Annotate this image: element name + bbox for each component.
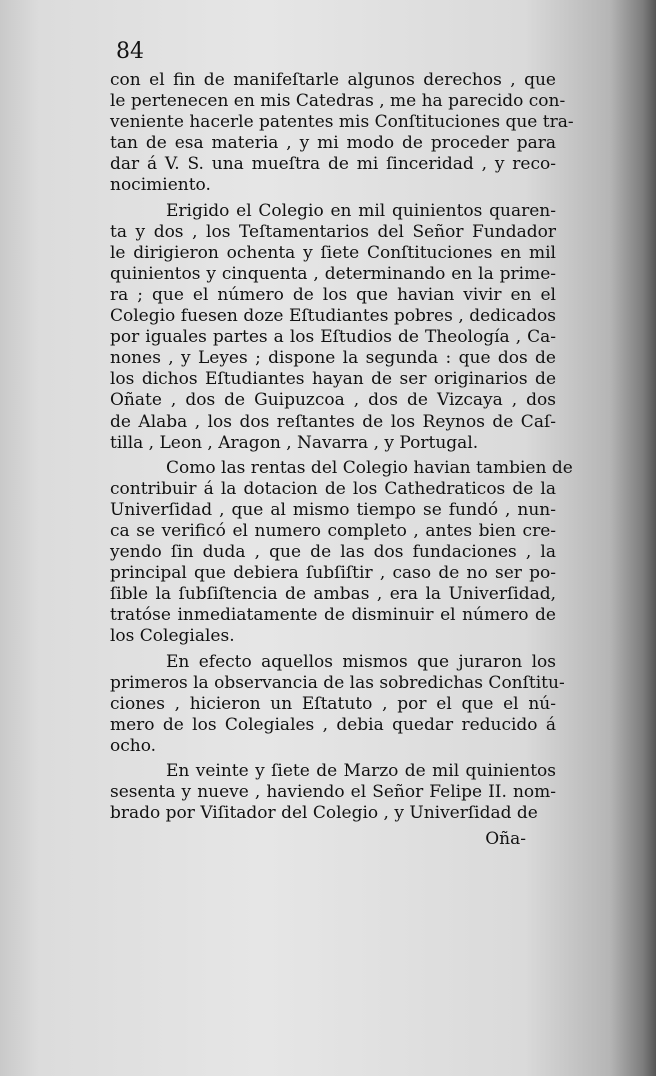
text-line: los Colegiales. bbox=[110, 626, 235, 647]
text-line: tan de esa materia , y mi modo de proceder para bbox=[110, 133, 556, 154]
text-line: ſible la ſubſiſtencia de ambas , era la Univerſidad, bbox=[110, 584, 556, 605]
catchword: Oña- bbox=[485, 829, 526, 850]
text-block bbox=[110, 39, 574, 850]
text-line: quinientos y cinquenta , determinando en la prime- bbox=[110, 263, 556, 284]
text-line: Como las rentas del Colegio havian tambien de bbox=[166, 457, 573, 478]
text-line: Colegio fuesen doze Eſtudiantes pobres , dedicados bbox=[110, 306, 556, 327]
paragraphs-container bbox=[110, 70, 574, 824]
text-line: dar á V. S. una mueſtra de mi ſinceridad , y reco- bbox=[110, 154, 556, 175]
text-line: nocimiento. bbox=[110, 175, 211, 196]
paragraph bbox=[110, 761, 556, 824]
text-line: ocho. bbox=[110, 735, 157, 756]
text-line: nones , y Leyes ; dispone la segunda : que dos de bbox=[110, 348, 556, 369]
text-line: ca se verificó el numero completo , antes bien cre- bbox=[110, 520, 556, 541]
text-line: los dichos Eſtudiantes hayan de ser originarios de bbox=[110, 369, 556, 390]
page-number: 84 bbox=[116, 39, 144, 64]
text-line: En efecto aquellos mismos que juraron los bbox=[166, 651, 556, 672]
text-line: le dirigieron ochenta y ſiete Conſtituciones en mil bbox=[110, 242, 556, 263]
text-line: contribuir á la dotacion de los Cathedraticos de la bbox=[110, 478, 556, 499]
text-line: brado por Viſitador del Colegio , y Univerſidad de bbox=[110, 803, 538, 824]
text-line: En veinte y ſiete de Marzo de mil quinientos bbox=[166, 761, 556, 781]
text-line: veniente hacerle patentes mis Conſtituciones que tra- bbox=[110, 112, 574, 133]
text-line: Oñate , dos de Guipuzcoa , dos de Vizcaya , dos bbox=[110, 390, 556, 411]
text-line: tratóse inmediatamente de disminuir el número de bbox=[110, 605, 556, 626]
text-line: ciones , hicieron un Eſtatuto , por el que el nú- bbox=[110, 693, 556, 714]
paragraph bbox=[110, 201, 556, 454]
text-line: Univerſidad , que al mismo tiempo se fundó , nun- bbox=[110, 499, 556, 520]
text-line: yendo ſin duda , que de las dos fundaciones , la bbox=[110, 542, 556, 563]
text-line: le pertenecen en mis Catedras , me ha parecido con- bbox=[110, 91, 566, 112]
paragraph bbox=[110, 70, 574, 197]
text-line: sesenta y nueve , haviendo el Señor Felipe II. nom- bbox=[110, 782, 556, 803]
text-line: con el fin de manifeſtarle algunos derechos , que bbox=[110, 70, 556, 90]
text-line: mero de los Colegiales , debia quedar reducido á bbox=[110, 714, 556, 735]
text-line: tilla , Leon , Aragon , Navarra , y Portugal. bbox=[110, 432, 479, 453]
text-line: por iguales partes a los Eſtudios de Theología , Ca- bbox=[110, 327, 556, 348]
text-line: ra ; que el número de los que havian vivir en el bbox=[110, 284, 556, 305]
text-line: ta y dos , los Teſtamentarios del Señor Fundador bbox=[110, 221, 556, 242]
text-line: primeros la observancia de las sobredichas Conſtitu- bbox=[110, 672, 565, 693]
paragraph bbox=[110, 457, 573, 648]
text-line: de Alaba , los dos reſtantes de los Reynos de Caſ- bbox=[110, 411, 556, 432]
text-line: Erigido el Colegio en mil quinientos quaren- bbox=[166, 200, 556, 221]
paragraph bbox=[110, 651, 565, 757]
text-line: principal que debiera ſubſiſtir , caso de no ser po- bbox=[110, 563, 556, 584]
